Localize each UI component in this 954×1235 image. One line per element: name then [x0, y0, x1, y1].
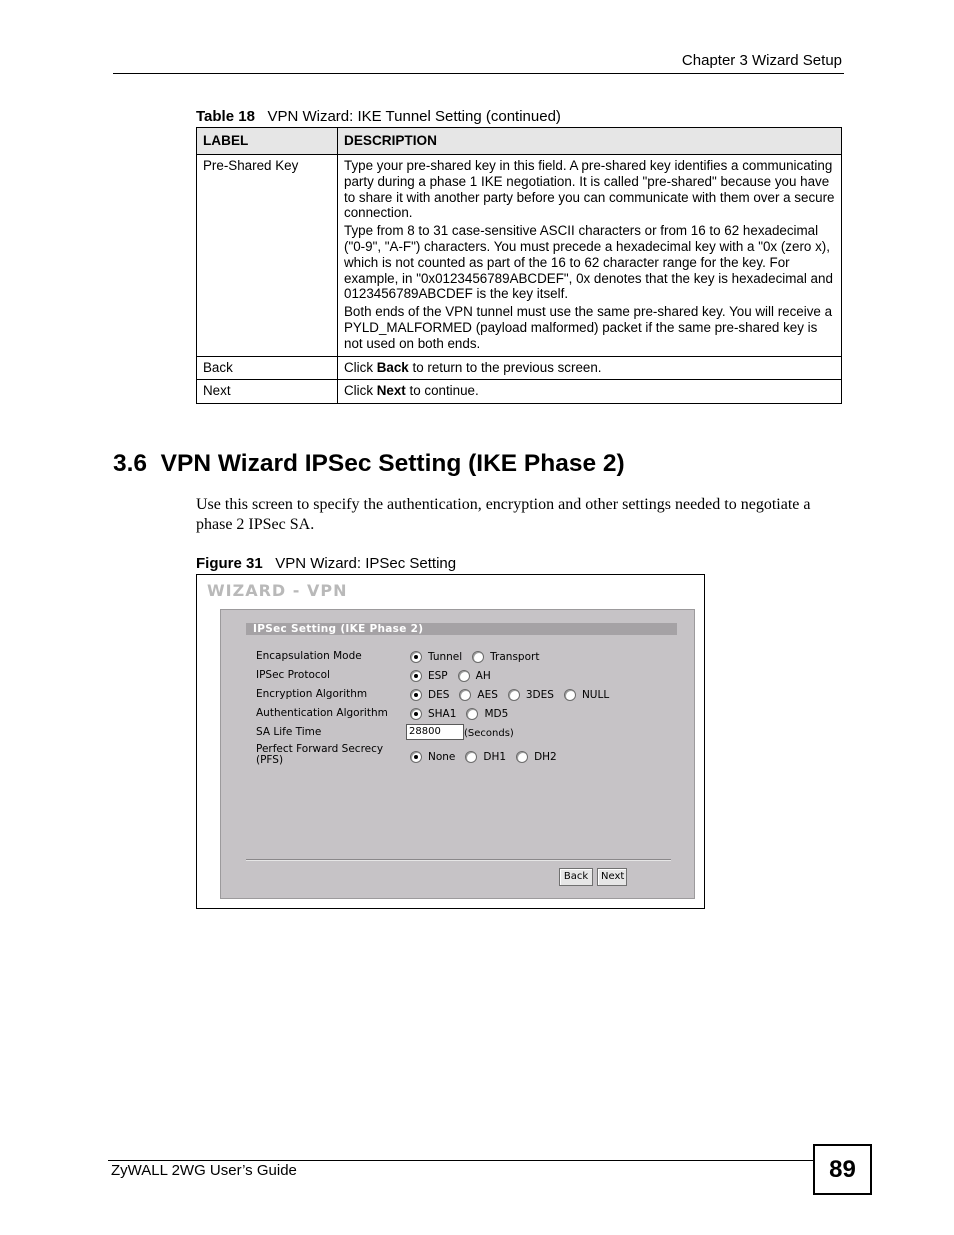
table-caption-text: VPN Wizard: IKE Tunnel Setting (continued) — [267, 108, 561, 125]
header-rule — [113, 73, 844, 74]
panel-title-bar: IPSec Setting (IKE Phase 2) — [246, 623, 677, 635]
encapsulation-mode-options — [410, 651, 549, 663]
option-label: SHA1 — [428, 708, 457, 720]
desc-text: to continue. — [405, 383, 479, 399]
radio-selected-icon[interactable] — [410, 651, 422, 663]
radio-icon[interactable] — [466, 708, 478, 720]
option-label: DES — [428, 689, 450, 701]
radio-selected-icon[interactable] — [410, 708, 422, 720]
protocol-esp-option[interactable] — [410, 670, 448, 682]
sa-life-time-unit: (Seconds) — [464, 728, 514, 739]
column-header-label: LABEL — [197, 128, 338, 155]
table-row — [197, 155, 842, 357]
radio-icon[interactable] — [564, 689, 576, 701]
encapsulation-transport-option[interactable] — [472, 651, 539, 663]
encapsulation-tunnel-option[interactable] — [410, 651, 462, 663]
row-description — [338, 380, 842, 404]
radio-icon[interactable] — [458, 670, 470, 682]
desc-text: Click — [344, 359, 377, 375]
option-label: Tunnel — [428, 651, 463, 663]
option-label: None — [428, 751, 456, 763]
pfs-label-line: (PFS) — [256, 754, 284, 766]
encryption-des-option[interactable] — [410, 689, 449, 701]
table-caption-number: Table 18 — [196, 108, 255, 125]
table-row — [197, 380, 842, 404]
figure-caption-text: VPN Wizard: IPSec Setting — [275, 555, 457, 572]
description-paragraph: Type your pre-shared key in this field. A pre-shared key identifies a communicating party during a phase 1 IKE negotiation. It is called "pre-shared" because you have to share it with another party before you can communicate with them over a secure connection. — [344, 158, 835, 221]
column-header-description: DESCRIPTION — [338, 128, 842, 155]
description-table — [196, 127, 842, 404]
pfs-label-line: Perfect Forward Secrecy — [256, 743, 384, 755]
desc-text: to return to the previous screen. — [408, 359, 602, 375]
pfs-none-option[interactable] — [410, 751, 455, 763]
radio-icon[interactable] — [465, 751, 477, 763]
authentication-sha1-option[interactable] — [410, 708, 456, 720]
figure-screenshot — [196, 574, 705, 909]
panel-divider — [246, 859, 671, 861]
pfs-dh2-option[interactable] — [516, 751, 557, 763]
option-label: NULL — [581, 689, 610, 701]
table-row — [197, 356, 842, 380]
desc-bold: Back — [376, 359, 409, 375]
section-body: Use this screen to specify the authentication, encryption and other settings needed to negotiate a phase 2 IPSec SA. — [196, 496, 811, 533]
pfs-dh1-option[interactable] — [465, 751, 506, 763]
back-button[interactable]: Back — [559, 868, 593, 886]
authentication-algorithm-label: Authentication Algorithm — [256, 707, 388, 719]
footer-guide-title: ZyWALL 2WG User’s Guide — [111, 1162, 297, 1179]
radio-icon[interactable] — [516, 751, 528, 763]
figure-caption-number: Figure 31 — [196, 555, 263, 572]
option-label: ESP — [428, 670, 448, 682]
sa-life-time-label: SA Life Time — [256, 726, 322, 738]
radio-icon[interactable] — [472, 651, 484, 663]
option-label: DH2 — [534, 751, 557, 763]
row-description — [338, 356, 842, 380]
authentication-algorithm-options — [410, 708, 518, 720]
row-label: Next — [197, 380, 338, 404]
description-paragraph: Both ends of the VPN tunnel must use the same pre-shared key. You will receive a PYLD_MALFORMED (payload malformed) packet if the same pre-shared key is not used on both ends. — [344, 304, 833, 351]
encryption-algorithm-label: Encryption Algorithm — [256, 688, 368, 700]
row-description — [338, 155, 842, 357]
radio-selected-icon[interactable] — [410, 689, 422, 701]
table-caption — [196, 108, 561, 125]
pfs-label — [256, 744, 383, 766]
option-label: AES — [477, 689, 498, 701]
authentication-md5-option[interactable] — [466, 708, 508, 720]
ipsec-protocol-label: IPSec Protocol — [256, 669, 330, 681]
figure-caption — [196, 555, 456, 572]
radio-selected-icon[interactable] — [410, 751, 422, 763]
next-button[interactable]: Next — [597, 868, 627, 886]
row-label: Pre-Shared Key — [197, 155, 338, 357]
option-label: AH — [475, 670, 491, 682]
settings-panel — [220, 609, 695, 899]
option-label: DH1 — [483, 751, 507, 763]
radio-icon[interactable] — [459, 689, 471, 701]
encryption-aes-option[interactable] — [459, 689, 497, 701]
footer-rule — [108, 1160, 814, 1161]
section-title: 3.6 VPN Wizard IPSec Setting (IKE Phase 2) — [113, 450, 625, 477]
description-paragraph: Type from 8 to 31 case-sensitive ASCII characters or from 16 to 62 hexadecimal ("0-9", "A-F") characters. You must precede a hexadecimal key with a "0x (zero x), which is not counted as part of the 16 to 62 character range for the key. For example, in "0x0123456789ABCDEF", 0x denotes that the key is hexadecimal and 0123456789ABCDEF is the key itself. — [344, 223, 833, 302]
row-label: Back — [197, 356, 338, 380]
option-label: MD5 — [484, 708, 509, 720]
ipsec-protocol-options — [410, 670, 501, 682]
table-header-row — [197, 128, 842, 155]
encapsulation-mode-label: Encapsulation Mode — [256, 650, 362, 662]
radio-selected-icon[interactable] — [410, 670, 422, 682]
encryption-3des-option[interactable] — [508, 689, 554, 701]
sa-life-time-input[interactable]: 28800 — [406, 724, 464, 740]
protocol-ah-option[interactable] — [458, 670, 491, 682]
encryption-algorithm-options — [410, 689, 619, 701]
pfs-options — [410, 751, 567, 763]
option-label: Transport — [490, 651, 540, 663]
encryption-null-option[interactable] — [564, 689, 609, 701]
option-label: 3DES — [525, 689, 554, 701]
page-number: 89 — [813, 1144, 872, 1195]
desc-text: Click — [344, 383, 377, 399]
desc-bold: Next — [376, 383, 406, 399]
radio-icon[interactable] — [508, 689, 520, 701]
wizard-title: WIZARD - VPN — [207, 581, 348, 600]
running-header: Chapter 3 Wizard Setup — [681, 52, 842, 69]
